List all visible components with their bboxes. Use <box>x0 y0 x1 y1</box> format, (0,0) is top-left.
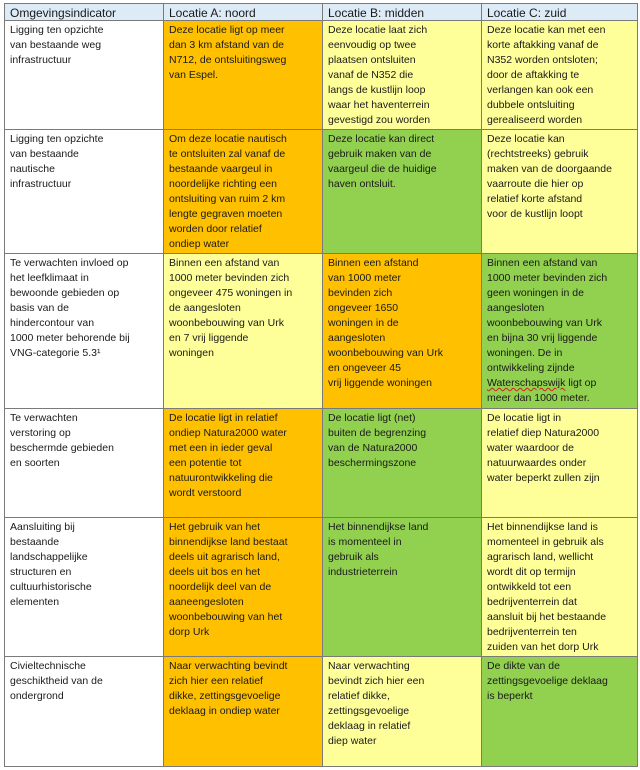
locatie-b-cell <box>323 130 482 254</box>
cell-text-line: ondiep water <box>169 238 230 250</box>
locatie-c-cell <box>482 409 638 518</box>
cell-text-line: gebruik maken van de <box>328 148 432 160</box>
cell-text-line: woonbebouwing van Urk <box>328 347 443 359</box>
cell-text-line: Deze locatie kan <box>487 133 565 145</box>
header-row <box>5 4 638 21</box>
cell-text-line: waar het haventerrein <box>328 99 430 111</box>
cell-text-line: 1000 meter behorende bij <box>10 332 130 344</box>
cell-text-line: wordt dit op termijn <box>487 566 576 578</box>
cell-text-line: deklaag in ondiep water <box>169 705 280 717</box>
cell-text-line: Het binnendijkse land is <box>487 521 598 533</box>
cell-text-line: Binnen een afstand <box>328 257 419 269</box>
cell-text-line: en ongeveer 45 <box>328 362 401 374</box>
cell-text-line: en bijna 30 vrij liggende <box>487 332 598 344</box>
locatie-b-cell <box>323 518 482 657</box>
cell-text-line: ontsluiting van ruim 2 km <box>169 193 286 205</box>
cell-text-line: een potentie tot <box>169 457 242 469</box>
table-row <box>5 21 638 130</box>
table-row <box>5 130 638 254</box>
cell-text-line: bedrijventerrein dat <box>487 596 577 608</box>
cell-text-line: voor de kustlijn loopt <box>487 208 583 220</box>
locatie-a-cell <box>164 409 323 518</box>
cell-text-line: vrij liggende woningen <box>328 377 432 389</box>
cell-text-line: maken van de doorgaande <box>487 163 612 175</box>
cell-text-line: Deze locatie kan met een <box>487 24 606 36</box>
indicator-cell <box>5 254 164 409</box>
cell-text-line: bewoonde gebieden op <box>10 287 120 299</box>
cell-text-line: woningen <box>169 347 214 359</box>
cell-text-line: woningen in de <box>328 317 399 329</box>
locatie-b-cell <box>323 21 482 130</box>
table-row <box>5 657 638 767</box>
cell-text-line: meer dan 1000 meter. <box>487 392 590 404</box>
table-row <box>5 254 638 409</box>
cell-text-line: Ligging ten opzichte <box>10 133 104 145</box>
cell-text-line: vaargeul die de huidige <box>328 163 437 175</box>
cell-text-line: geschiktheid van de <box>10 675 103 687</box>
cell-text-line: haven ontsluit. <box>328 178 396 190</box>
cell-text-line: dorp Urk <box>169 626 210 638</box>
indicator-cell <box>5 130 164 254</box>
cell-text-line: en soorten <box>10 457 60 469</box>
cell-text-line: Om deze locatie nautisch <box>169 133 287 145</box>
cell-text-line: geen woningen in de <box>487 287 584 299</box>
table-row <box>5 518 638 657</box>
cell-text-line: natuurwaardes onder <box>487 457 587 469</box>
header-locatie-b: Locatie B: midden <box>323 4 482 21</box>
cell-text-line: ontwikkeld tot een <box>487 581 572 593</box>
cell-text-line: gebruik als <box>328 551 379 563</box>
cell-text-line: van Espel. <box>169 69 219 81</box>
cell-text-line: verlangen kan ook een <box>487 84 594 96</box>
locatie-b-cell <box>323 254 482 409</box>
cell-text-line: infrastructuur <box>10 54 72 66</box>
locatie-c-cell <box>482 657 638 767</box>
cell-text-line: aangesloten <box>487 302 545 314</box>
cell-text-line: ongeveer 475 woningen in <box>169 287 293 299</box>
cell-text-line: gerealiseerd worden <box>487 114 583 126</box>
cell-text-line: te ontsluiten zal vanaf de <box>169 148 286 160</box>
indicator-cell <box>5 21 164 130</box>
cell-text-line: Het binnendijkse land <box>328 521 429 533</box>
cell-text-line: water beperkt zullen zijn <box>487 472 600 484</box>
cell-text-line: bevindt zich hier een <box>328 675 425 687</box>
cell-text-line: gevestigd zou worden <box>328 114 431 126</box>
cell-text-line: van bestaande weg <box>10 39 102 51</box>
cell-text-line: natuurontwikkeling die <box>169 472 273 484</box>
header-indicator: Omgevingsindicator <box>5 4 164 21</box>
cell-text-line: dikke, zettingsgevoelige <box>169 690 281 702</box>
indicator-cell <box>5 657 164 767</box>
cell-text-line: relatief dikke, <box>328 690 390 702</box>
cell-text-line: van 1000 meter <box>328 272 401 284</box>
cell-text-line: agrarisch land, wellicht <box>487 551 594 563</box>
cell-text-line: aaneengesloten <box>169 596 244 608</box>
indicator-cell <box>5 518 164 657</box>
cell-text-line: De locatie ligt (net) <box>328 412 416 424</box>
cell-text-line: het leefklimaat in <box>10 272 89 284</box>
indicator-cell <box>5 409 164 518</box>
cell-text-line: N712, de ontsluitingsweg <box>169 54 287 66</box>
locatie-a-cell <box>164 130 323 254</box>
cell-text-line: de aangesloten <box>169 302 241 314</box>
cell-text-line: Deze locatie ligt op meer <box>169 24 285 36</box>
locatie-b-cell <box>323 657 482 767</box>
cell-text-line: bevinden zich <box>328 287 393 299</box>
header-locatie-c: Locatie C: zuid <box>482 4 638 21</box>
cell-text-line: structuren en <box>10 566 72 578</box>
cell-text-line: landschappelijke <box>10 551 88 563</box>
cell-text-line: woningen. De in <box>487 347 563 359</box>
cell-text-line: verstoring op <box>10 427 71 439</box>
cell-text-line: binnendijkse land bestaat <box>169 536 288 548</box>
cell-text-line: basis van de <box>10 302 69 314</box>
cell-text-line: langs de kustlijn loop <box>328 84 426 96</box>
cell-text-line: zettingsgevoelige <box>328 705 410 717</box>
cell-text-line: door de aftakking te <box>487 69 580 81</box>
cell-text-line: 1000 meter bevinden zich <box>487 272 608 284</box>
cell-text-line: korte aftakking vanaf de <box>487 39 599 51</box>
cell-text-line: Het gebruik van het <box>169 521 261 533</box>
cell-text-line: plaatsen ontsluiten <box>328 54 416 66</box>
locatie-c-cell <box>482 130 638 254</box>
cell-text-line: momenteel in gebruik als <box>487 536 604 548</box>
cell-text-line: aansluit bij het bestaande <box>487 611 607 623</box>
cell-text-line: woonbebouwing van Urk <box>487 317 602 329</box>
cell-text-line: bedrijventerrein ten <box>487 626 577 638</box>
locatie-a-cell <box>164 657 323 767</box>
cell-text-line: worden door relatief <box>169 223 262 235</box>
cell-text-line: De locatie ligt in <box>487 412 562 424</box>
cell-text-line: Te verwachten invloed op <box>10 257 129 269</box>
cell-text-line: hindercontour van <box>10 317 95 329</box>
cell-text-line: De dikte van de <box>487 660 560 672</box>
cell-text-line: van bestaande <box>10 148 79 160</box>
header-locatie-a: Locatie A: noord <box>164 4 323 21</box>
cell-text-line <box>487 376 632 391</box>
spellcheck-word: Waterschapswijk <box>487 377 566 389</box>
cell-text-line: wordt verstoord <box>169 487 242 499</box>
cell-text-line: en 7 vrij liggende <box>169 332 249 344</box>
cell-text-line: relatief korte afstand <box>487 193 583 205</box>
cell-text-line: beschermde gebieden <box>10 442 114 454</box>
cell-text-line: deklaag in relatief <box>328 720 411 732</box>
cell-text-line: bestaande vaargeul in <box>169 163 273 175</box>
cell-text-line: vaarroute die hier op <box>487 178 584 190</box>
cell-text-line: water waardoor de <box>487 442 574 454</box>
locatie-c-cell <box>482 254 638 409</box>
cell-text-line: noordelijke richting een <box>169 178 277 190</box>
cell-text-line: deels uit agrarisch land, <box>169 551 280 563</box>
cell-text-line: beschermingszone <box>328 457 417 469</box>
cell-text-line: Aansluiting bij <box>10 521 75 533</box>
cell-text-line: vanaf de N352 die <box>328 69 414 81</box>
cell-text-line: Naar verwachting bevindt <box>169 660 288 672</box>
cell-text-line: ontwikkeling zijnde <box>487 362 575 374</box>
cell-text-line: woonbebouwing van Urk <box>169 317 284 329</box>
cell-text-line: diep water <box>328 735 377 747</box>
locatie-c-cell <box>482 21 638 130</box>
cell-text-line: nautische <box>10 163 55 175</box>
cell-text-line: Deze locatie laat zich <box>328 24 428 36</box>
cell-text-line: met een in ieder geval <box>169 442 273 454</box>
cell-text-line: elementen <box>10 596 60 608</box>
cell-text-line: ondergrond <box>10 690 64 702</box>
locatie-a-cell <box>164 21 323 130</box>
cell-text-line: lengte gegraven moeten <box>169 208 283 220</box>
cell-text-tail: ligt op <box>565 377 597 389</box>
cell-text-line: ondiep Natura2000 water <box>169 427 287 439</box>
cell-text-line: Naar verwachting <box>328 660 410 672</box>
cell-text-line: zettingsgevoelige deklaag <box>487 675 608 687</box>
cell-text-line: van de Natura2000 <box>328 442 418 454</box>
cell-text-line: is momenteel in <box>328 536 402 548</box>
cell-text-line: bestaande <box>10 536 60 548</box>
cell-text-line: Deze locatie kan direct <box>328 133 435 145</box>
locatie-a-cell <box>164 518 323 657</box>
cell-text-line: Civieltechnische <box>10 660 86 672</box>
cell-text-line: noordelijk deel van de <box>169 581 272 593</box>
cell-text-line: De locatie ligt in relatief <box>169 412 278 424</box>
comparison-table <box>4 3 638 767</box>
cell-text-line: zuiden van het dorp Urk <box>487 641 599 653</box>
locatie-a-cell <box>164 254 323 409</box>
cell-text-line: relatief diep Natura2000 <box>487 427 600 439</box>
cell-text-line: cultuurhistorische <box>10 581 92 593</box>
cell-text-line: Binnen een afstand van <box>169 257 280 269</box>
cell-text-line: 1000 meter bevinden zich <box>169 272 290 284</box>
table-row <box>5 409 638 518</box>
cell-text-line: deels uit bos en het <box>169 566 261 578</box>
cell-text-line: industrieterrein <box>328 566 398 578</box>
cell-text-line: woonbebouwing van het <box>169 611 283 623</box>
cell-text-line: VNG-categorie 5.3¹ <box>10 347 101 359</box>
cell-text-line: Te verwachten <box>10 412 78 424</box>
cell-text-line: (rechtstreeks) gebruik <box>487 148 589 160</box>
cell-text-line: dan 3 km afstand van de <box>169 39 284 51</box>
cell-text-line: is beperkt <box>487 690 533 702</box>
locatie-c-cell <box>482 518 638 657</box>
cell-text-line: Ligging ten opzichte <box>10 24 104 36</box>
locatie-b-cell <box>323 409 482 518</box>
cell-text-line: buiten de begrenzing <box>328 427 427 439</box>
cell-text-line: infrastructuur <box>10 178 72 190</box>
cell-text-line: aangesloten <box>328 332 386 344</box>
cell-text-line: N352 worden ontsloten; <box>487 54 598 66</box>
cell-text-line: Binnen een afstand van <box>487 257 598 269</box>
cell-text-line: zich hier een relatief <box>169 675 263 687</box>
cell-text-line: eenvoudig op twee <box>328 39 417 51</box>
cell-text-line: dubbele ontsluiting <box>487 99 575 111</box>
cell-text-line: ongeveer 1650 <box>328 302 399 314</box>
